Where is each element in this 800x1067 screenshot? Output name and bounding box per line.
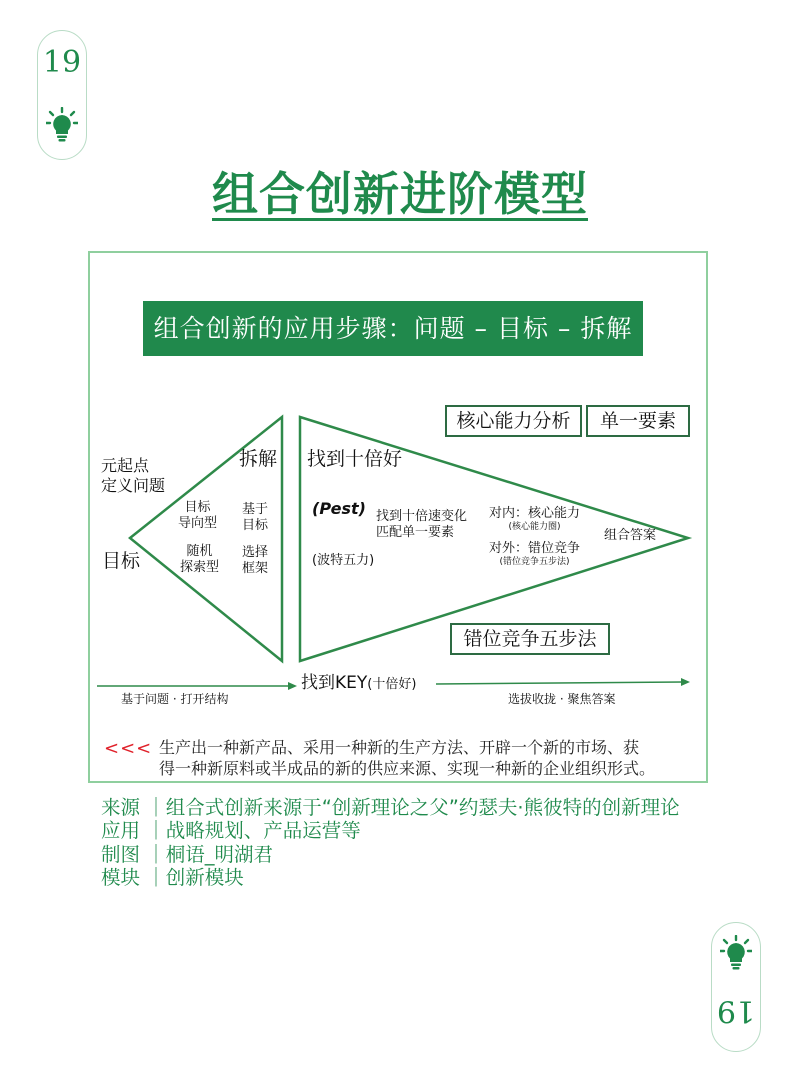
lightbulb-icon <box>720 935 752 971</box>
page-badge-bottom <box>711 922 761 1052</box>
goal-label: 目标 <box>102 550 141 572</box>
random-explore-label: 随机 探索型 <box>180 544 220 576</box>
porter-label: (波特五力) <box>312 553 375 568</box>
innovation-diagram <box>88 251 708 783</box>
answer-label: 组合答案 <box>604 528 657 543</box>
select-frame-label: 选择 框架 <box>242 545 269 577</box>
page-number-bottom: 19 <box>716 993 756 1028</box>
single-element-box: 单一要素 <box>586 405 690 437</box>
outer-label: 对外：错位竞争 (错位竞争五步法) <box>489 541 581 568</box>
lightbulb-icon <box>46 107 78 143</box>
origin-label: 元起点 定义问题 <box>101 456 166 495</box>
meta-application: 应用 ｜战略规划、产品运营等 <box>101 819 361 843</box>
pest-label: (Pest) <box>312 499 366 518</box>
page-number-top: 19 <box>42 45 82 80</box>
definition-quote: 生产出一种新产品、采用一种新的生产方法、开辟一个新的市场、获 得一种新原料或半成品的新的供应来源、实现一种新的企业组织形式。 <box>159 738 656 778</box>
steps-banner: 组合创新的应用步骤：问题 – 目标 – 拆解 <box>143 301 643 356</box>
axis-right-arrow <box>436 682 683 684</box>
find-ten-label: 找到十倍好 <box>307 448 403 470</box>
decompose-label: 拆解 <box>239 448 278 470</box>
axis-left-label: 基于问题 · 打开结构 <box>121 692 229 706</box>
meta-source: 来源 ｜组合式创新来源于“创新理论之父”约瑟夫·熊彼特的创新理论 <box>101 796 680 819</box>
meta-module: 模块 ｜创新模块 <box>101 866 244 890</box>
goal-oriented-label: 目标 导向型 <box>178 500 218 532</box>
axis-center-label: 找到KEY(十倍好) <box>301 673 417 693</box>
axis-right-label: 选拔收拢 · 聚焦答案 <box>508 692 616 706</box>
meta-info <box>101 796 680 890</box>
quote-chevrons: <<< <box>104 738 153 759</box>
inner-label: 对内：核心能力 (核心能力圈) <box>489 506 581 533</box>
page-title: 组合创新进阶模型 <box>212 167 588 221</box>
find-fast-label: 找到十倍速变化 匹配单一要素 <box>376 509 468 541</box>
meta-drawing: 制图 ｜桐语_明湖君 <box>101 842 273 866</box>
based-goal-label: 基于 目标 <box>242 502 269 534</box>
page-badge-top <box>37 30 87 160</box>
five-steps-box: 错位竞争五步法 <box>450 623 610 655</box>
core-analysis-box: 核心能力分析 <box>445 405 582 437</box>
